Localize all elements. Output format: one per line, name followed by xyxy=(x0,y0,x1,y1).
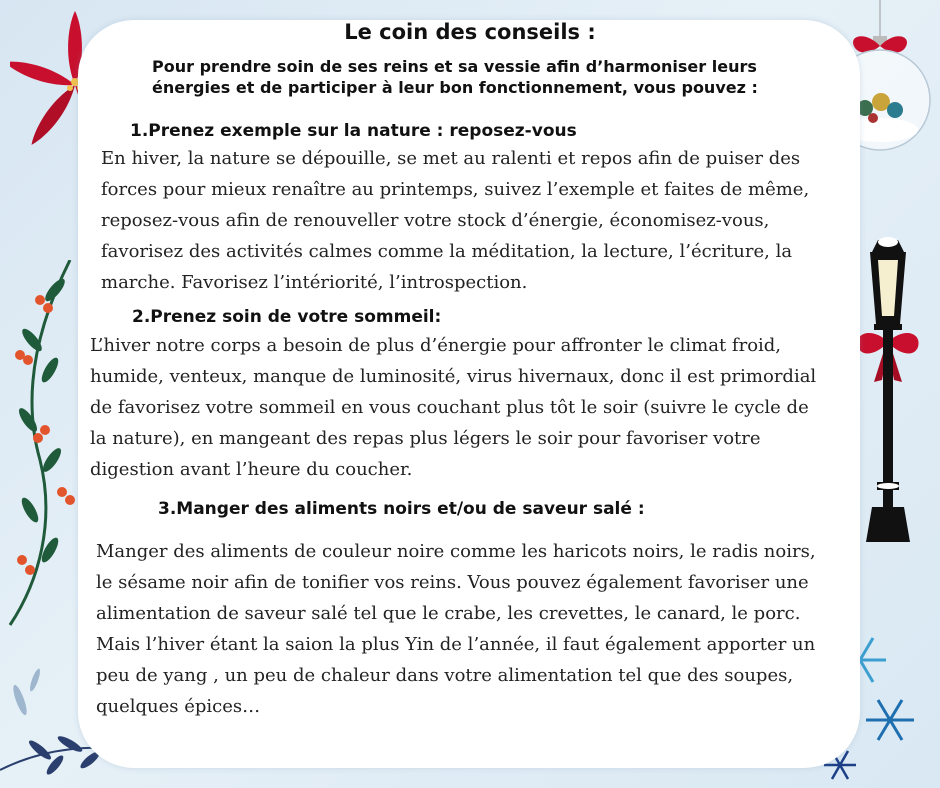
page-title: Le coin des conseils : xyxy=(344,20,596,44)
section-3-text: Manger des aliments de couleur noire comme les haricots noirs, le radis noirs, le sésame noir afin de tonifier vos reins. Vous pouvez également favoriser une alimentation de saveur salé tel que le crabe, les crevettes, le canard, le porc. Mais l’hiver étant la saion la plus Yin de l’année, il faut également apporter un peu de yang , un peu de chaleur dans votre alimentation tel que des soupes, quelques épices… xyxy=(96,541,816,717)
street-lamp-icon xyxy=(848,232,928,547)
section-1-text: En hiver, la nature se dépouille, se met au ralenti et repos afin de puiser des forces pour mieux renaître au printemps, suivez l’exemple et faites de même, reposez-vous afin de renouveller votre stock d’énergie, économisez-vous, favorisez des activités calmes comme la méditation, la lecture, l’écriture, la marche. Favorisez l’intériorité, l’introspection. xyxy=(101,148,810,293)
section-1-heading: 1.Prenez exemple sur la nature : reposez-vous xyxy=(130,121,577,141)
intro-text: Pour prendre soin de ses reins et sa vessie afin d’harmoniser leurs énergies et de participer à leur bon fonctionnement, vous pouvez : xyxy=(152,57,758,97)
berry-branch-icon xyxy=(0,260,80,630)
section-2-heading: 2.Prenez soin de votre sommeil: xyxy=(132,307,442,327)
section-3-heading: 3.Manger des aliments noirs et/ou de saveur salé : xyxy=(158,499,645,519)
section-2-text: L’hiver notre corps a besoin de plus d’énergie pour affronter le climat froid, humide, venteux, manque de luminosité, virus hivernaux, donc il est primordial de favorisez votre sommeil en vous couchant plus tôt le soir (suivre le cycle de la nature), en mangeant des repas plus légers le soir pour favoriser votre digestion avant l’heure du coucher. xyxy=(90,335,817,480)
